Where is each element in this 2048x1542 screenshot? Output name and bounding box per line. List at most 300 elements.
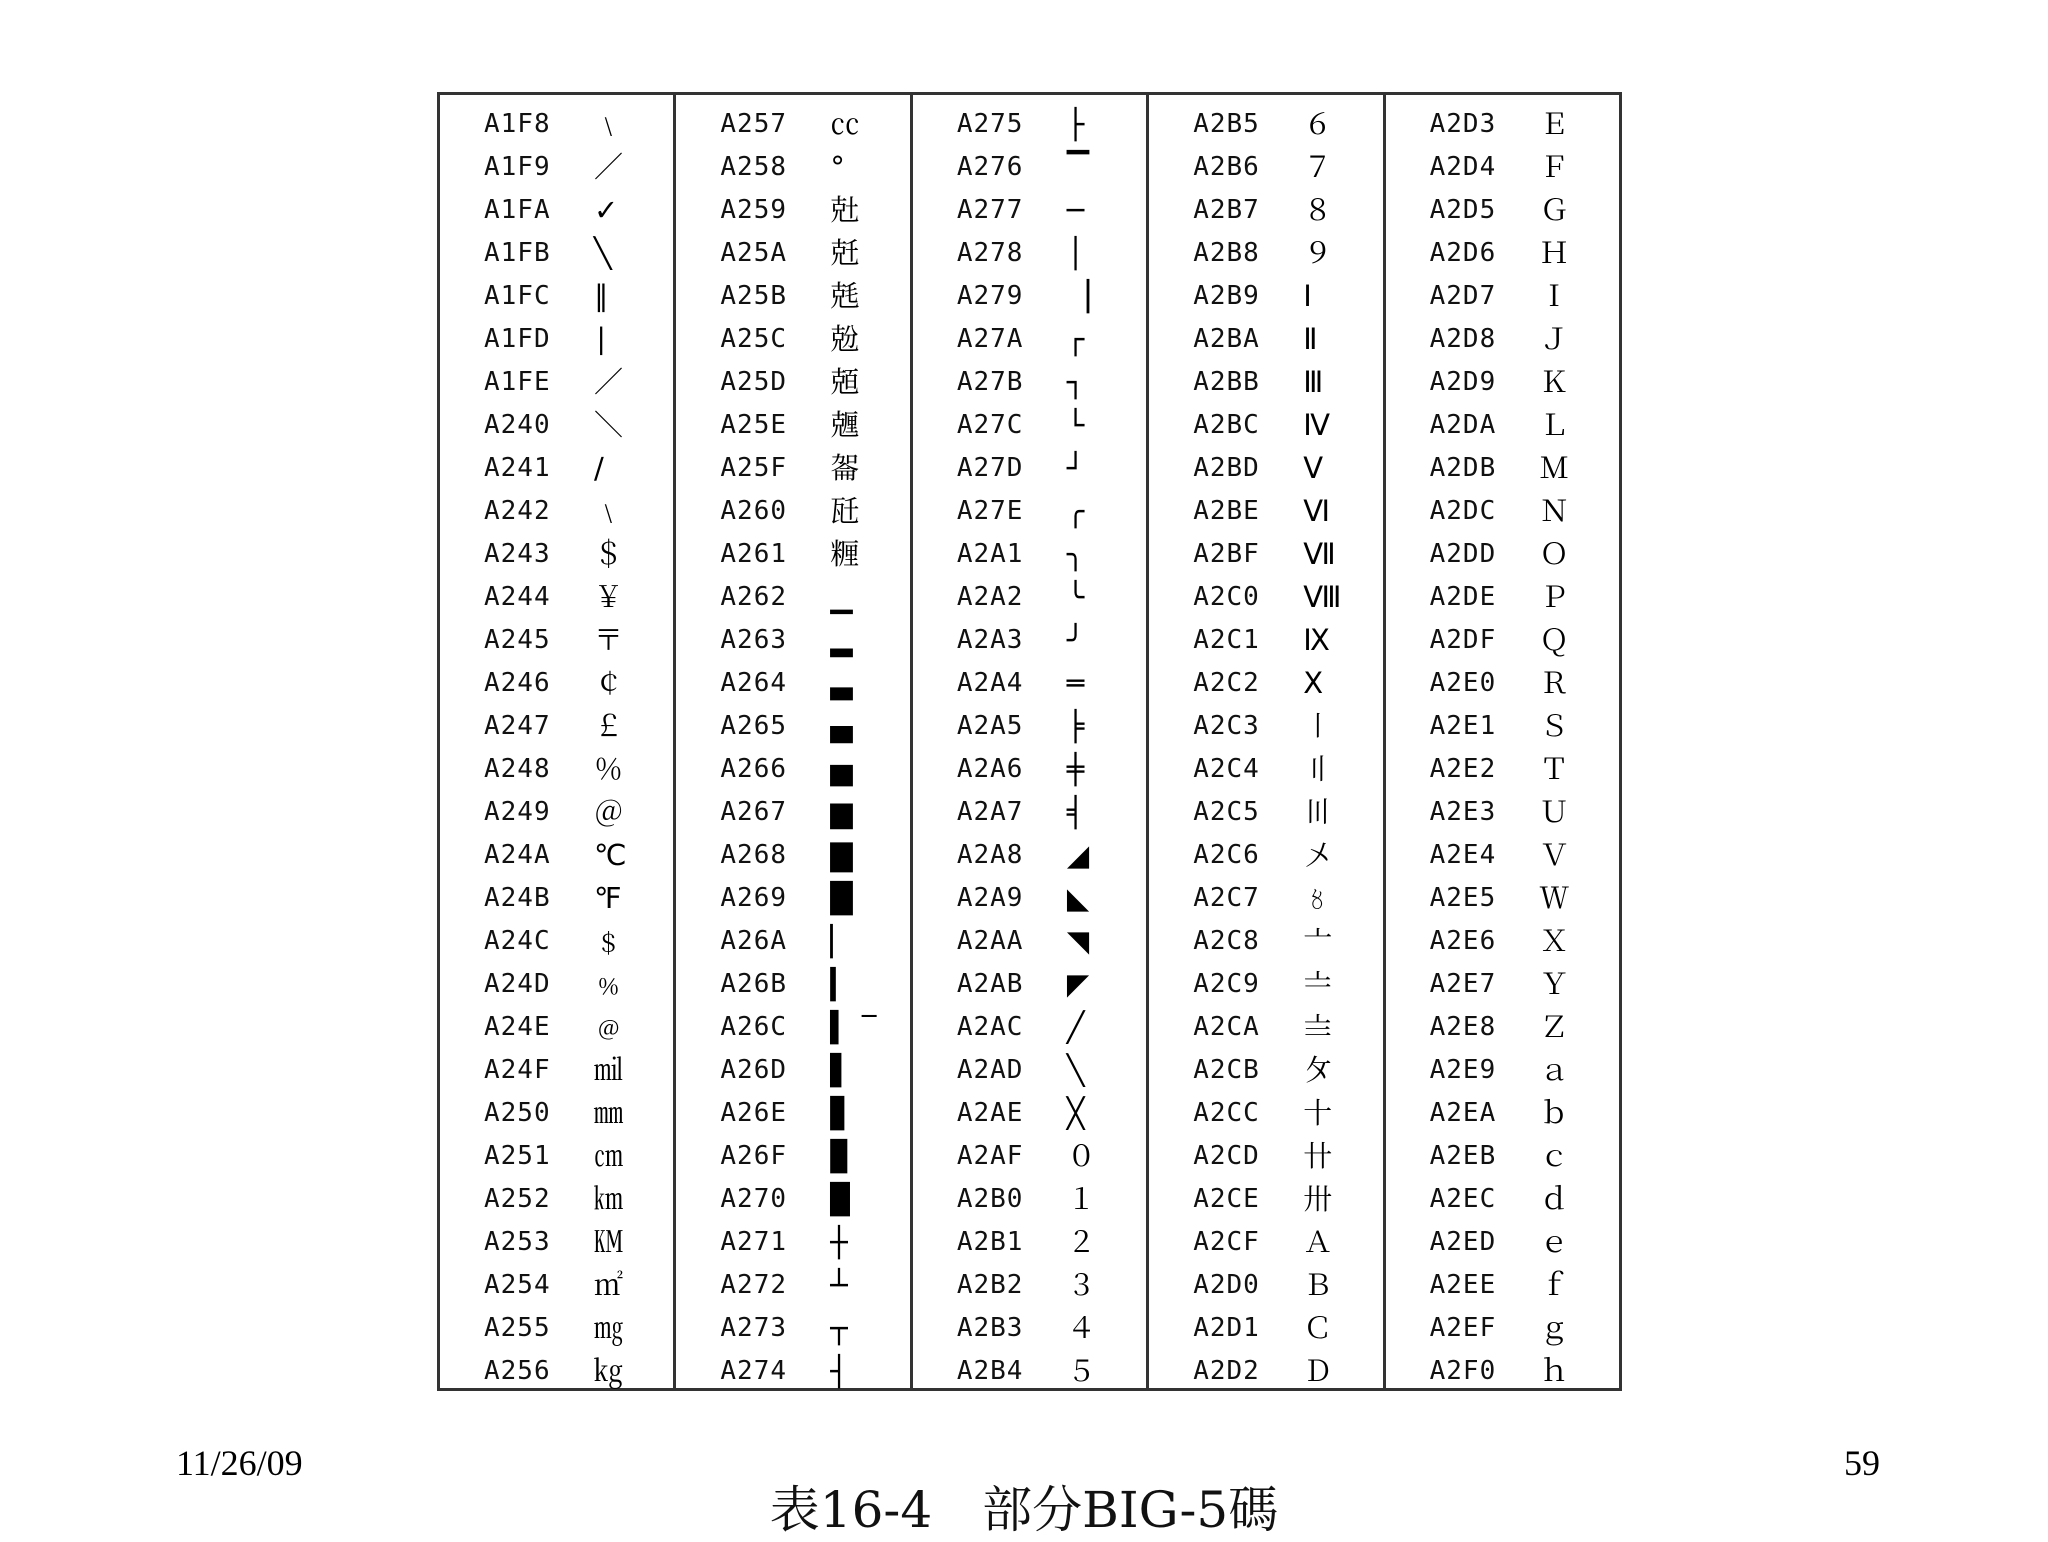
table-row xyxy=(440,447,673,490)
table-row xyxy=(913,103,1146,146)
character-glyph: 兣 xyxy=(830,408,860,442)
code-column-4 xyxy=(1149,95,1385,1388)
hex-code: A2CC xyxy=(1193,1098,1260,1128)
table-row xyxy=(913,447,1146,490)
table-row xyxy=(1386,1006,1619,1049)
character-glyph: Ⅶ xyxy=(1303,537,1336,571)
character-glyph: 〨 xyxy=(1303,1010,1333,1044)
character-glyph: ╪ xyxy=(1066,752,1085,786)
table-row xyxy=(913,404,1146,447)
hex-code: A2AB xyxy=(956,969,1024,999)
table-row xyxy=(676,1092,909,1135)
table-row xyxy=(1386,619,1619,662)
hex-code: A26F xyxy=(720,1141,788,1171)
table-row xyxy=(676,576,909,619)
hex-code: A2D6 xyxy=(1429,238,1497,268)
hex-code: A252 xyxy=(484,1184,551,1214)
hex-code: A278 xyxy=(956,238,1024,268)
hex-code: A2DE xyxy=(1429,582,1497,612)
table-row xyxy=(440,963,673,1006)
hex-code: A2AD xyxy=(956,1055,1024,1085)
hex-code: A2AA xyxy=(956,926,1024,956)
hex-code: A250 xyxy=(484,1098,551,1128)
character-glyph: ◣ xyxy=(1066,881,1090,915)
table-row xyxy=(676,490,909,533)
character-glyph: ㎝ xyxy=(594,1139,624,1173)
character-glyph: ＄ xyxy=(594,537,624,571)
character-glyph: ＼ xyxy=(594,408,624,442)
hex-code: A25C xyxy=(720,324,788,354)
table-row xyxy=(440,361,673,404)
character-glyph: Ｈ xyxy=(1539,236,1569,270)
hex-code: A2E1 xyxy=(1429,711,1497,741)
hex-code: A2D5 xyxy=(1429,195,1497,225)
hex-code: A26D xyxy=(720,1055,788,1085)
hex-code: A25B xyxy=(720,281,788,311)
hex-code: A259 xyxy=(720,195,788,225)
hex-code: A2C6 xyxy=(1193,840,1260,870)
character-glyph: ┘ xyxy=(1066,451,1085,485)
character-glyph: Ｖ xyxy=(1539,838,1569,872)
hex-code: A2D3 xyxy=(1429,109,1497,139)
hex-code: A2CE xyxy=(1193,1184,1260,1214)
hex-code: A2EF xyxy=(1429,1313,1497,1343)
hex-code: A255 xyxy=(484,1313,551,1343)
character-glyph: ▄ xyxy=(830,709,853,743)
table-row xyxy=(1149,146,1382,189)
code-column-1 xyxy=(440,95,676,1388)
table-row xyxy=(1149,1092,1382,1135)
character-glyph: 〧 xyxy=(1303,967,1333,1001)
table-row xyxy=(913,1092,1146,1135)
table-row xyxy=(440,189,673,232)
table-row xyxy=(913,1135,1146,1178)
table-row xyxy=(440,1006,673,1049)
character-glyph: ▇ xyxy=(830,838,853,872)
table-row xyxy=(440,490,673,533)
character-glyph: Ⅳ xyxy=(1303,408,1330,442)
hex-code: A2A9 xyxy=(956,883,1024,913)
table-row xyxy=(913,662,1146,705)
table-row xyxy=(676,834,909,877)
character-glyph: Ｉ xyxy=(1539,279,1569,313)
table-row xyxy=(1149,963,1382,1006)
character-glyph: ╡ xyxy=(1066,795,1085,829)
character-glyph: ﹪ xyxy=(594,967,624,1001)
table-row xyxy=(676,1049,909,1092)
character-glyph: Ｒ xyxy=(1539,666,1569,700)
character-glyph: ╭ xyxy=(1066,494,1085,528)
table-row xyxy=(1149,404,1382,447)
hex-code: A27B xyxy=(956,367,1024,397)
table-row xyxy=(1386,963,1619,1006)
hex-code: A26E xyxy=(720,1098,788,1128)
character-glyph: Ⅷ xyxy=(1303,580,1342,614)
table-row xyxy=(1386,576,1619,619)
hex-code: A247 xyxy=(484,711,551,741)
table-row xyxy=(1149,748,1382,791)
table-row xyxy=(440,1307,673,1350)
hex-code: A2E0 xyxy=(1429,668,1497,698)
hex-code: A2CA xyxy=(1193,1012,1260,1042)
table-row xyxy=(1386,748,1619,791)
character-glyph: ╰ xyxy=(1066,580,1085,614)
hex-code: A2C1 xyxy=(1193,625,1260,655)
code-column-3 xyxy=(913,95,1149,1388)
character-glyph: ＠ xyxy=(594,795,624,829)
hex-code: A24A xyxy=(484,840,551,870)
hex-code: A2B2 xyxy=(956,1270,1024,1300)
hex-code: A26C xyxy=(720,1012,788,1042)
character-glyph: ｂ xyxy=(1539,1096,1569,1130)
table-row xyxy=(676,748,909,791)
hex-code: A2EE xyxy=(1429,1270,1497,1300)
hex-code: A2DC xyxy=(1429,496,1497,526)
character-glyph: 兙 xyxy=(830,193,860,227)
page-number: 59 xyxy=(1844,1443,1880,1483)
character-glyph: ╳ xyxy=(1066,1096,1085,1130)
table-row xyxy=(440,318,673,361)
hex-code: A2BC xyxy=(1193,410,1260,440)
character-glyph: ╲ xyxy=(1066,1053,1085,1087)
table-row xyxy=(913,877,1146,920)
character-glyph: ┴ xyxy=(830,1268,848,1302)
table-row xyxy=(440,1221,673,1264)
character-glyph: ㎜ xyxy=(594,1096,624,1130)
hex-code: A2B4 xyxy=(956,1356,1024,1386)
hex-code: A2B0 xyxy=(956,1184,1024,1214)
table-row xyxy=(1386,318,1619,361)
hex-code: A2D9 xyxy=(1429,367,1497,397)
character-glyph: ─ xyxy=(1066,193,1085,227)
character-glyph: 〒 xyxy=(594,623,624,657)
table-row xyxy=(1149,189,1382,232)
table-row xyxy=(440,1350,673,1393)
hex-code: A261 xyxy=(720,539,788,569)
footer-date: 11/26/09 xyxy=(176,1443,303,1483)
hex-code: A2C4 xyxy=(1193,754,1260,784)
table-row xyxy=(676,1264,909,1307)
table-row xyxy=(676,1135,909,1178)
character-glyph: Ｐ xyxy=(1539,580,1569,614)
table-row xyxy=(1149,1006,1382,1049)
hex-code: A264 xyxy=(720,668,788,698)
table-row xyxy=(1386,1221,1619,1264)
character-glyph: ｆ xyxy=(1539,1268,1569,1302)
hex-code: A243 xyxy=(484,539,551,569)
hex-code: A2B7 xyxy=(1193,195,1260,225)
table-row xyxy=(676,791,909,834)
hex-code: A2ED xyxy=(1429,1227,1497,1257)
character-glyph: ﹫ xyxy=(594,1010,624,1044)
character-glyph: 〡 xyxy=(1303,709,1333,743)
hex-code: A2AC xyxy=(956,1012,1024,1042)
character-glyph: 〣 xyxy=(1303,795,1333,829)
character-glyph: 嗧 xyxy=(830,451,860,485)
character-glyph: Ｌ xyxy=(1539,408,1569,442)
hex-code: A1FB xyxy=(484,238,551,268)
table-row xyxy=(1386,146,1619,189)
character-glyph: Ｃ xyxy=(1303,1311,1333,1345)
hex-code: A24C xyxy=(484,926,551,956)
table-row xyxy=(913,318,1146,361)
hex-code: A2E7 xyxy=(1429,969,1497,999)
hex-code: A240 xyxy=(484,410,551,440)
hex-code: A1FE xyxy=(484,367,551,397)
table-row xyxy=(913,1264,1146,1307)
hex-code: A246 xyxy=(484,668,551,698)
table-row xyxy=(1386,705,1619,748)
hex-code: A257 xyxy=(720,109,788,139)
character-glyph: ┤ xyxy=(830,1354,848,1388)
hex-code: A2BA xyxy=(1193,324,1260,354)
table-row xyxy=(913,1350,1146,1393)
character-glyph: ▏ xyxy=(830,924,853,958)
hex-code: A2CD xyxy=(1193,1141,1260,1171)
hex-code: A2B1 xyxy=(956,1227,1024,1257)
character-glyph: ▎ xyxy=(830,967,853,1001)
table-row xyxy=(1386,1092,1619,1135)
table-row xyxy=(1149,791,1382,834)
character-glyph: 卅 xyxy=(1303,1182,1333,1216)
table-row xyxy=(440,232,673,275)
table-row xyxy=(1386,1049,1619,1092)
hex-code: A2C5 xyxy=(1193,797,1260,827)
table-row xyxy=(440,576,673,619)
character-glyph: █ xyxy=(830,881,853,915)
hex-code: A262 xyxy=(720,582,788,612)
character-glyph: ╱ xyxy=(1066,1010,1085,1044)
table-row xyxy=(1386,490,1619,533)
hex-code: A26A xyxy=(720,926,788,956)
character-glyph: ┼ xyxy=(830,1225,848,1259)
table-row xyxy=(1386,404,1619,447)
table-row xyxy=(676,146,909,189)
character-glyph: ╯ xyxy=(1066,623,1085,657)
character-glyph: ／ xyxy=(594,365,624,399)
table-row xyxy=(440,1178,673,1221)
character-glyph: 〥 xyxy=(1303,881,1333,915)
hex-code: A279 xyxy=(956,281,1024,311)
table-row xyxy=(1149,1350,1382,1393)
hex-code: A2A5 xyxy=(956,711,1024,741)
big5-code-table xyxy=(437,92,1622,1391)
character-glyph: Ⅰ xyxy=(1303,279,1312,313)
hex-code: A251 xyxy=(484,1141,551,1171)
hex-code: A275 xyxy=(956,109,1024,139)
hex-code: A2C3 xyxy=(1193,711,1260,741)
table-row xyxy=(676,533,909,576)
table-row xyxy=(913,748,1146,791)
table-row xyxy=(1149,103,1382,146)
table-row xyxy=(676,318,909,361)
table-row xyxy=(1149,1178,1382,1221)
hex-code: A2BB xyxy=(1193,367,1260,397)
table-row xyxy=(913,533,1146,576)
character-glyph: ５ xyxy=(1066,1354,1096,1388)
table-row xyxy=(676,877,909,920)
table-row xyxy=(1149,619,1382,662)
character-glyph: ￠ xyxy=(594,666,624,700)
table-row xyxy=(913,146,1146,189)
table-row xyxy=(1149,232,1382,275)
table-row xyxy=(1386,834,1619,877)
table-caption: 表16-4 部分BIG-5碼 xyxy=(769,1481,1279,1539)
character-glyph: ∣ xyxy=(594,322,609,356)
hex-code: A1F9 xyxy=(484,152,551,182)
hex-code: A269 xyxy=(720,883,788,913)
hex-code: A2D2 xyxy=(1193,1356,1260,1386)
table-row xyxy=(1386,1307,1619,1350)
character-glyph: Ｎ xyxy=(1539,494,1569,528)
table-row xyxy=(913,1049,1146,1092)
character-glyph: Ⅲ xyxy=(1303,365,1324,399)
table-row xyxy=(1386,877,1619,920)
character-glyph: Ｕ xyxy=(1539,795,1569,829)
hex-code: A270 xyxy=(720,1184,788,1214)
hex-code: A2C9 xyxy=(1193,969,1260,999)
character-glyph: ﹩ xyxy=(594,924,624,958)
table-row xyxy=(1149,1221,1382,1264)
table-row xyxy=(676,1307,909,1350)
character-glyph: ◢ xyxy=(1066,838,1090,872)
table-row xyxy=(1149,920,1382,963)
character-glyph: ／ xyxy=(594,150,624,184)
character-glyph: ✓ xyxy=(594,193,619,227)
character-glyph: ╮ xyxy=(1066,537,1085,571)
character-glyph: ａ xyxy=(1539,1053,1569,1087)
character-glyph: ▉ xyxy=(830,1182,853,1216)
character-glyph: ∥ xyxy=(594,279,609,313)
table-row xyxy=(676,447,909,490)
character-glyph: ㏎ xyxy=(594,1225,624,1259)
hex-code: A1FA xyxy=(484,195,551,225)
hex-code: A2BF xyxy=(1193,539,1260,569)
hex-code: A256 xyxy=(484,1356,551,1386)
hex-code: A2A6 xyxy=(956,754,1024,784)
hex-code: A2B3 xyxy=(956,1313,1024,1343)
table-row xyxy=(1386,189,1619,232)
table-row xyxy=(440,791,673,834)
hex-code: A2C0 xyxy=(1193,582,1260,612)
table-row xyxy=(913,1221,1146,1264)
character-glyph: ▋ xyxy=(830,1096,853,1130)
hex-code: A276 xyxy=(956,152,1024,182)
hex-code: A24F xyxy=(484,1055,551,1085)
character-glyph: ｅ xyxy=(1539,1225,1569,1259)
character-glyph: ┌ xyxy=(1066,322,1085,356)
hex-code: A2BD xyxy=(1193,453,1260,483)
character-glyph: Ｍ xyxy=(1539,451,1569,485)
character-glyph: 兛 xyxy=(830,236,860,270)
code-column-2 xyxy=(676,95,912,1388)
table-row xyxy=(440,877,673,920)
character-glyph: 〩 xyxy=(1303,1053,1333,1087)
table-row xyxy=(913,834,1146,877)
character-glyph: ▕ xyxy=(1066,279,1090,313)
table-row xyxy=(440,404,673,447)
hex-code: A2E8 xyxy=(1429,1012,1497,1042)
character-glyph: ▁ xyxy=(830,580,853,614)
character-glyph: ▔ xyxy=(1066,150,1090,184)
character-glyph: Ｓ xyxy=(1539,709,1569,743)
hex-code: A2B5 xyxy=(1193,109,1260,139)
table-row xyxy=(913,1307,1146,1350)
character-glyph: Ⅴ xyxy=(1303,451,1324,485)
table-row xyxy=(913,619,1146,662)
character-glyph: ｇ xyxy=(1539,1311,1569,1345)
table-row xyxy=(676,275,909,318)
hex-code: A2D8 xyxy=(1429,324,1497,354)
hex-code: A2DA xyxy=(1429,410,1497,440)
hex-code: A2E6 xyxy=(1429,926,1497,956)
hex-code: A2C2 xyxy=(1193,668,1260,698)
table-row xyxy=(913,1178,1146,1221)
hex-code: A263 xyxy=(720,625,788,655)
hex-code: A241 xyxy=(484,453,551,483)
table-row xyxy=(1149,1135,1382,1178)
hex-code: A2B6 xyxy=(1193,152,1260,182)
table-row xyxy=(913,705,1146,748)
hex-code: A271 xyxy=(720,1227,788,1257)
character-glyph: Ｅ xyxy=(1539,107,1569,141)
table-row xyxy=(676,232,909,275)
character-glyph: ｈ xyxy=(1539,1354,1569,1388)
character-glyph: ３ xyxy=(1066,1268,1096,1302)
hex-code: A25A xyxy=(720,238,788,268)
table-row xyxy=(676,1006,909,1049)
table-row xyxy=(1149,662,1382,705)
hex-code: A2B8 xyxy=(1193,238,1260,268)
table-row xyxy=(676,189,909,232)
table-row xyxy=(676,619,909,662)
character-glyph: ∕ xyxy=(594,451,604,485)
table-row xyxy=(440,920,673,963)
table-row xyxy=(1386,103,1619,146)
table-row xyxy=(676,920,909,963)
character-glyph: ６ xyxy=(1303,107,1333,141)
hex-code: A27E xyxy=(956,496,1024,526)
hex-code: A2E2 xyxy=(1429,754,1497,784)
character-glyph: │ xyxy=(1066,236,1085,270)
character-glyph: Ｘ xyxy=(1539,924,1569,958)
character-glyph: Ｋ xyxy=(1539,365,1569,399)
character-glyph: ｃ xyxy=(1539,1139,1569,1173)
character-glyph: ℉ xyxy=(594,881,622,915)
hex-code: A2D4 xyxy=(1429,152,1497,182)
character-glyph: ０ xyxy=(1066,1139,1096,1173)
table-row xyxy=(1149,705,1382,748)
hex-code: A266 xyxy=(720,754,788,784)
hex-code: A2EB xyxy=(1429,1141,1497,1171)
hex-code: A1FC xyxy=(484,281,551,311)
table-row xyxy=(440,834,673,877)
table-row xyxy=(676,662,909,705)
hex-code: A2D1 xyxy=(1193,1313,1260,1343)
character-glyph: ㏕ xyxy=(594,1053,624,1087)
table-row xyxy=(913,361,1146,404)
table-row xyxy=(1386,1135,1619,1178)
table-row xyxy=(913,490,1146,533)
character-glyph: ▆ xyxy=(830,795,853,829)
hex-code: A260 xyxy=(720,496,788,526)
table-row xyxy=(440,1135,673,1178)
character-glyph: ◥ xyxy=(1066,924,1090,958)
table-row xyxy=(913,791,1146,834)
hex-code: A2E3 xyxy=(1429,797,1497,827)
hex-code: A267 xyxy=(720,797,788,827)
table-row xyxy=(676,1350,909,1393)
